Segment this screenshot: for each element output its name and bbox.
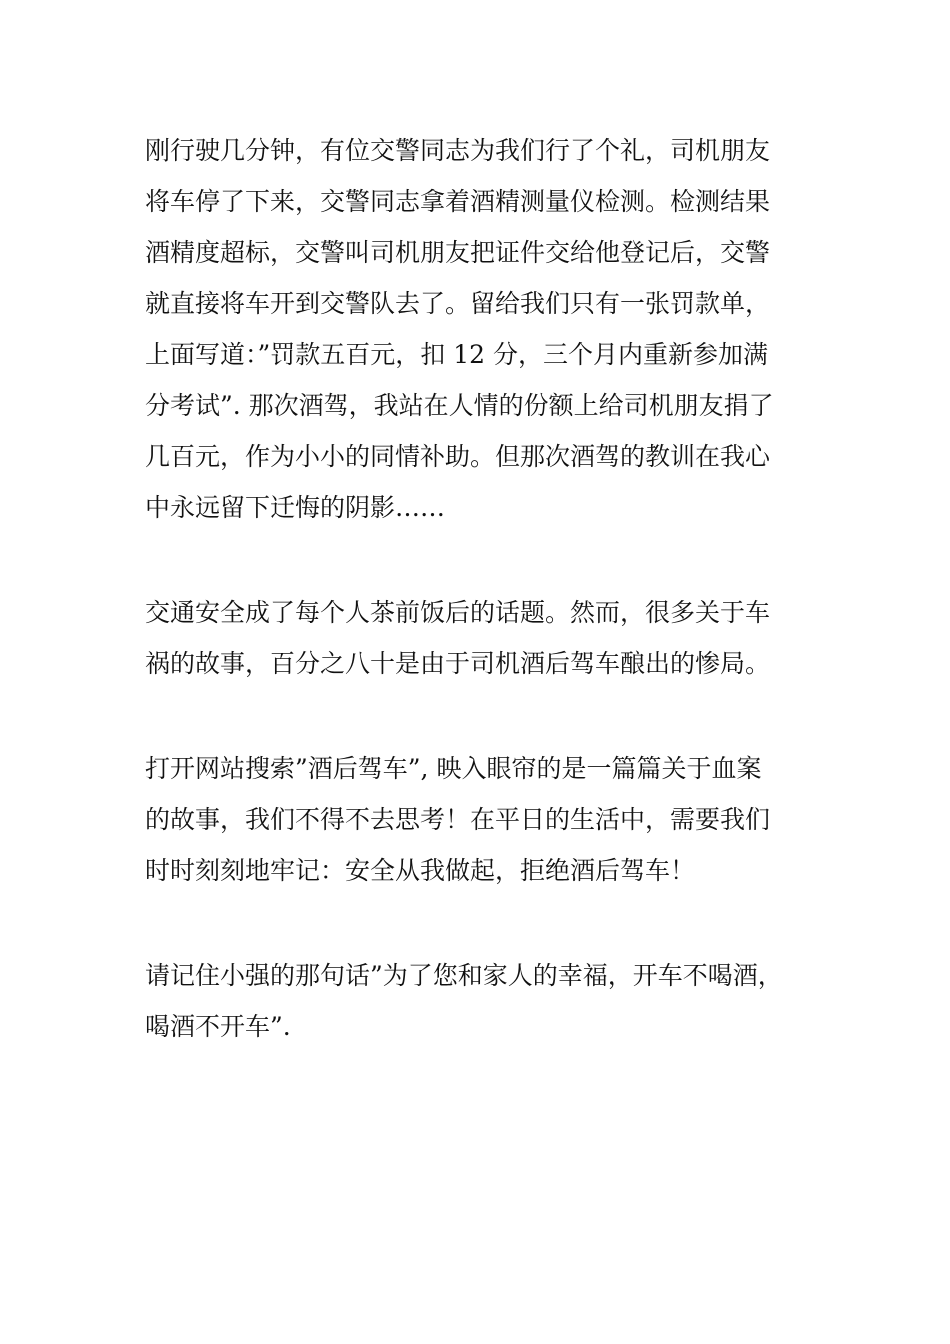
text-line: 的故事，我们不得不去思考！在平日的生活中，需要我们 [145,805,771,834]
paragraph-spacer [145,900,825,954]
paragraph-1 [145,129,825,537]
text-line: 请记住小强的那句话”为了您和家人的幸福，开车不喝酒， [145,961,783,990]
text-line: 时时刻刻地牢记：安全从我做起，拒绝酒后驾车！ [145,856,696,885]
text-line: 中永远留下迁悔的阴影…… [145,493,446,522]
text-line: 交通安全成了每个人茶前饭后的话题。然而，很多关于车 [145,598,771,627]
text-line: 打开网站搜索”酒后驾车”, 映入眼帘的是一篇篇关于血案 [145,754,762,783]
paragraph-2 [145,591,825,693]
paragraph-spacer [145,537,825,591]
text-line: 祸的故事，百分之八十是由于司机酒后驾车酿出的惨局。 [145,649,771,678]
paragraph-4 [145,954,825,1056]
text-line: 上面写道：”罚款五百元，扣 12 分，三个月内重新参加满 [145,340,768,369]
paragraph-spacer [145,693,825,747]
text-line: 几百元，作为小小的同情补助。但那次酒驾的教训在我心 [145,442,771,471]
text-line: 酒精度超标，交警叫司机朋友把证件交给他登记后，交警 [145,238,771,267]
text-line: 喝酒不开车”. [145,1012,291,1041]
text-line: 就直接将车开到交警队去了。留给我们只有一张罚款单， [145,289,771,318]
text-line: 刚行驶几分钟，有位交警同志为我们行了个礼，司机朋友 [145,136,771,165]
text-line: 分考试”. 那次酒驾，我站在人情的份额上给司机朋友捐了 [145,391,774,420]
document-body [145,129,825,1056]
paragraph-3 [145,747,825,900]
text-line: 将车停了下来，交警同志拿着酒精测量仪检测。检测结果 [145,187,771,216]
